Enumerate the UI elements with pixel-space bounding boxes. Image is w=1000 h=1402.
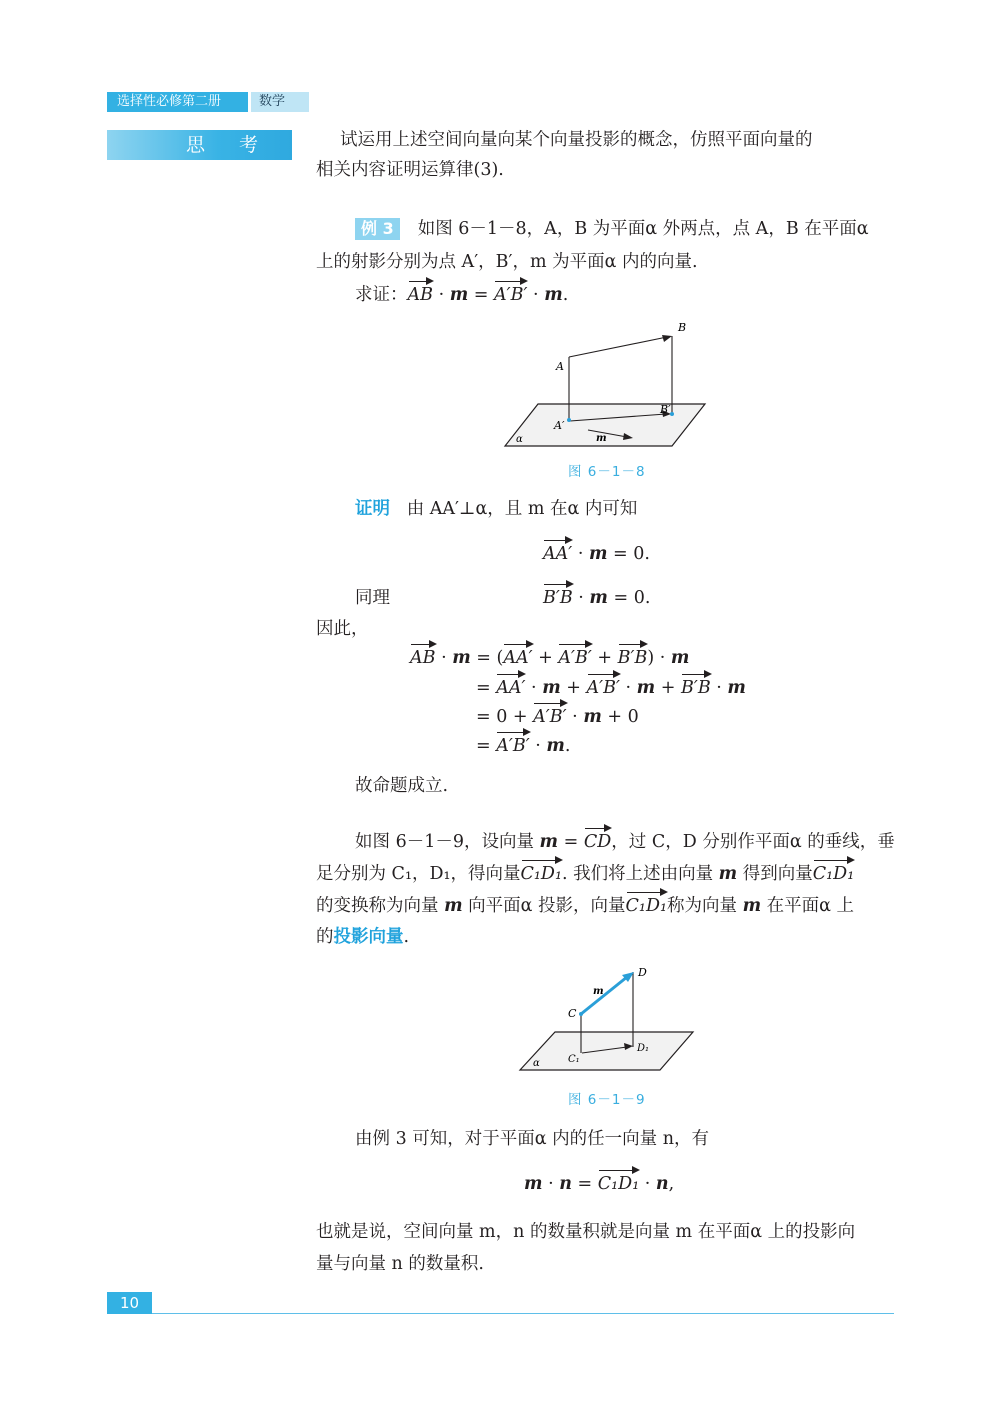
svg-text:A: A: [556, 360, 564, 373]
equation-b1b: B′B · m = 0.: [543, 588, 651, 608]
example3-line1: 例 3 如图 6－1－8，A，B 为平面α 外两点，点 A，B 在平面α: [355, 217, 869, 241]
think-label: 思 考: [107, 130, 292, 160]
figure-6-1-8: [500, 318, 710, 453]
svg-text:D₁: D₁: [637, 1043, 650, 1054]
para1-line2: 足分别为 C₁，D₁，得向量C₁D₁. 我们将上述由向量 m 得到向量C₁D₁: [316, 864, 855, 884]
para1-line4: 的投影向量.: [316, 927, 410, 947]
example-badge: 例 3: [355, 218, 400, 240]
derivation-step1: AB · m = (AA′ + A′B′ + B′B) · m: [410, 648, 690, 668]
therefore-label: 因此，: [316, 619, 369, 639]
running-header: [107, 92, 309, 112]
prove-statement: 求证：AB · m = A′B′ · m.: [355, 285, 569, 305]
para1-line3: 的变换称为向量 m 向平面α 投影，向量C₁D₁称为向量 m 在平面α 上: [316, 896, 855, 916]
derivation-step3: = 0 + A′B′ · m + 0: [476, 707, 639, 727]
figure-6-1-9: [515, 962, 700, 1074]
equation-mn: m · n = C₁D₁ · n,: [524, 1174, 675, 1194]
svg-text:α: α: [533, 1058, 540, 1069]
svg-text:m: m: [596, 433, 607, 444]
para2-line2: 也就是说，空间向量 m，n 的数量积就是向量 m 在平面α 上的投影向: [316, 1222, 856, 1242]
para1-line1: 如图 6－1－9，设向量 m = CD，过 C，D 分别作平面α 的垂线，垂: [355, 832, 895, 852]
conclusion: 故命题成立.: [355, 776, 449, 796]
svg-text:A′: A′: [554, 419, 565, 432]
subject-tag: 数学: [251, 92, 309, 112]
svg-text:C₁: C₁: [568, 1054, 580, 1065]
derivation-step4: = A′B′ · m.: [476, 736, 571, 756]
para2-line1: 由例 3 可知，对于平面α 内的任一向量 n，有: [355, 1129, 709, 1149]
example3-line2: 上的射影分别为点 A′，B′，m 为平面α 内的向量.: [316, 252, 698, 272]
page-number: 10: [107, 1292, 152, 1314]
figure-caption-2: 图 6－1－9: [568, 1092, 646, 1108]
similarly-label: 同理: [355, 588, 390, 608]
derivation-step2: = AA′ · m + A′B′ · m + B′B · m: [476, 678, 746, 698]
book-title: 选择性必修第二册: [107, 92, 248, 112]
think-text-line1: 试运用上述空间向量向某个向量投影的概念，仿照平面向量的: [340, 130, 813, 150]
figure-caption-1: 图 6－1－8: [568, 464, 646, 480]
svg-text:C: C: [568, 1007, 577, 1020]
svg-text:B: B: [678, 321, 687, 334]
proof-label: 证明: [355, 499, 390, 519]
think-text-line2: 相关内容证明运算律(3).: [316, 160, 504, 180]
svg-text:D: D: [638, 966, 647, 979]
para2-line3: 量与向量 n 的数量积.: [316, 1254, 484, 1274]
equation-aa1: AA′ · m = 0.: [543, 544, 650, 564]
svg-text:B′: B′: [660, 403, 671, 416]
svg-text:α: α: [516, 434, 523, 445]
term-projection-vector: 投影向量: [333, 927, 404, 947]
svg-text:m: m: [593, 986, 604, 997]
footer-rule: [152, 1313, 894, 1314]
proof-intro: 证明 由 AA′⊥α，且 m 在α 内可知: [355, 499, 638, 519]
